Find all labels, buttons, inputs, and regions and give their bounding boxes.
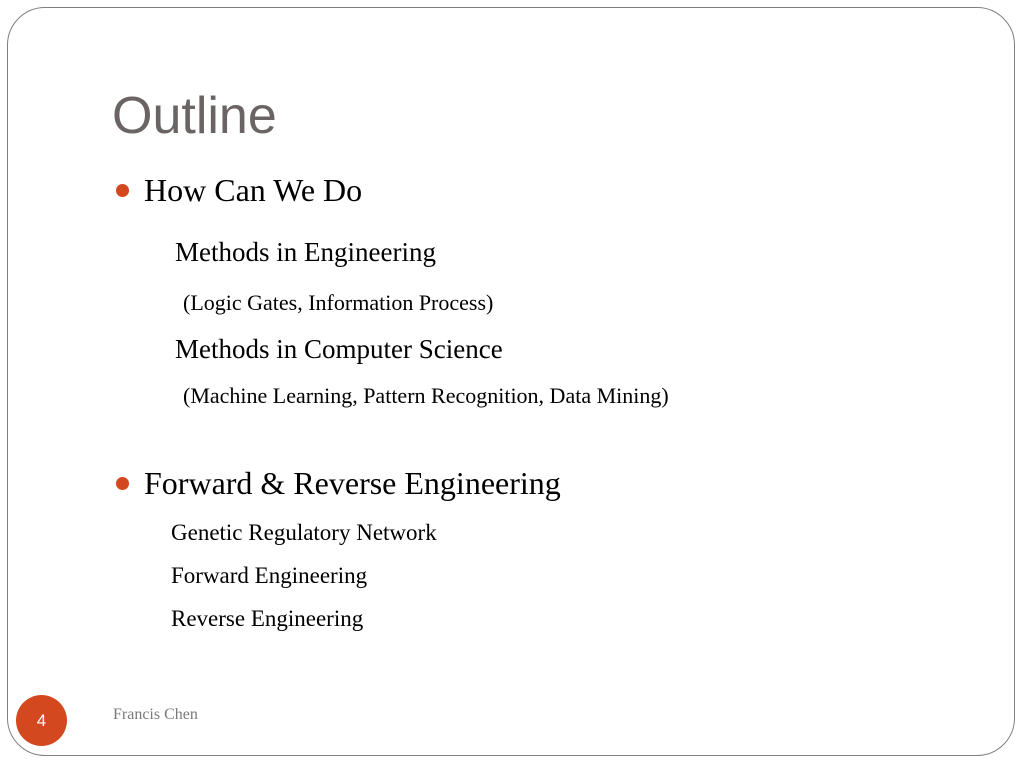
sub-item: Methods in Computer Science [175,334,503,364]
page-number-badge: 4 [16,695,67,746]
sub-item-detail: (Logic Gates, Information Process) [183,290,494,315]
bullet-item [116,462,561,504]
sub-item: Forward Engineering [171,563,368,588]
bullet-item [116,169,362,211]
bullet-text: Forward & Reverse Engineering [144,465,561,501]
bullet-dot-icon [116,477,129,490]
slide-title: Outline [112,87,277,145]
sub-item: Methods in Engineering [175,237,436,267]
sub-item: Genetic Regulatory Network [171,520,437,545]
sub-item-detail: (Machine Learning, Pattern Recognition, Data Mining) [183,383,669,408]
footer-author: Francis Chen [113,706,198,723]
bullet-text: How Can We Do [144,172,363,208]
sub-item: Reverse Engineering [171,606,364,631]
bullet-dot-icon [116,184,129,197]
